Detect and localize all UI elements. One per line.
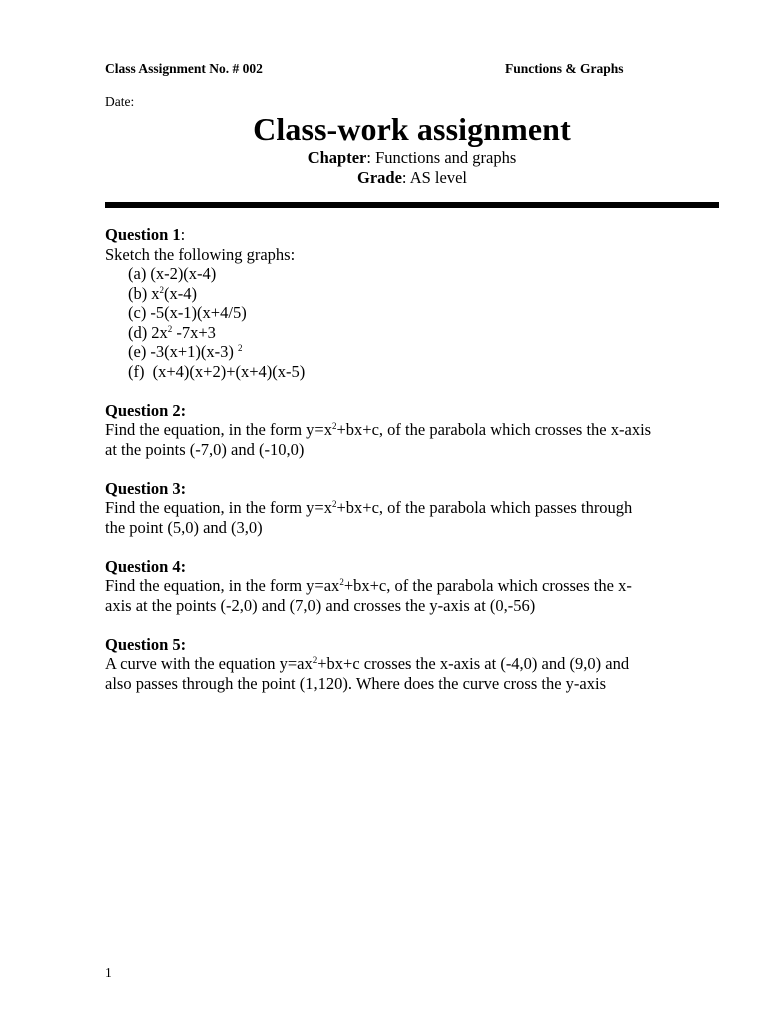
list-item [105,362,719,382]
header-assignment-number: Class Assignment No. # 002 [105,61,263,76]
question-2-text [105,420,719,459]
chapter-line [105,148,719,168]
question-1-colon: : [180,225,186,244]
spacer [105,459,719,479]
question-5-text-part: also passes through the point (1,120). Where does the curve cross the y-axis [105,673,606,693]
spacer [105,537,719,557]
question-2-text-part: at the points (-7,0) and (-10,0) [105,439,305,459]
spacer [105,615,719,635]
list-item [105,264,719,284]
question-4-heading: Question 4: [105,556,187,576]
item-expression-rest: -7x+3 [172,322,216,342]
question-2-text-part: +bx+c, of the parabola which crosses the x-axis [336,420,652,439]
date-label: Date: [105,94,135,109]
question-4-text [105,576,719,615]
list-item [105,303,719,323]
questions [105,225,719,693]
question-5-heading: Question 5: [105,634,187,654]
question-5-text [105,654,719,693]
question-3-heading: Question 3: [105,478,187,498]
grade-line [105,168,719,188]
item-label: (c) [128,303,147,322]
question-3-text-part: the point (5,0) and (3,0) [105,517,263,537]
item-expression: -5(x-1)(x+4/5) [150,303,247,322]
question-2-heading: Question 2: [105,400,187,420]
item-exponent: 2 [167,323,173,334]
question-5-text-part: +bx+c crosses the x-axis at (-4,0) and (9,0) and [317,654,630,673]
list-item [105,342,719,362]
item-expression: (x-2)(x-4) [150,264,217,283]
chapter-value: : Functions and graphs [366,148,517,167]
item-label: (f) [128,361,145,381]
item-exponent: 2 [159,284,164,295]
item-label: (a) [128,264,147,283]
title-block [105,110,719,188]
question-4-text-part: axis at the points (-2,0) and (7,0) and crosses the y-axis at (0,-56) [105,595,536,615]
item-expression: x [151,283,160,303]
item-expression: (x+4)(x+2)+(x+4)(x-5) [148,361,306,381]
question-3-text [105,498,719,537]
item-expression-rest: (x-4) [164,283,197,303]
question-3-text-part: Find the equation, in the form y=x [105,498,332,517]
question-3-exponent: 2 [331,499,337,509]
item-label: (b) [128,283,148,303]
question-3-text-part: +bx+c, of the parabola which passes through [336,498,633,517]
item-expression: -3(x+1)(x-3) [150,342,234,361]
chapter-label: Chapter [307,148,367,167]
item-label: (d) [128,322,148,342]
grade-label: Grade [356,168,402,187]
list-item [105,284,719,304]
page-number: 1 [105,965,112,980]
item-exponent: 2 [237,343,243,353]
question-4-exponent: 2 [339,577,344,587]
grade-value: : AS level [401,168,467,187]
item-label: (e) [128,342,147,361]
question-5-exponent: 2 [312,655,318,665]
question-1-list [105,264,719,381]
question-1-title: Question 1 [105,225,181,244]
item-expression: 2x [151,322,168,342]
question-2-text-part: Find the equation, in the form y=x [105,420,332,439]
header-topic: Functions & Graphs [505,61,624,76]
title-divider [105,202,719,208]
question-2-exponent: 2 [331,421,337,431]
question-4-text-part: +bx+c, of the parabola which crosses the x- [343,576,632,595]
question-4-text-part: Find the equation, in the form y=ax [105,576,340,595]
question-5-text-part: A curve with the equation y=ax [105,654,313,673]
question-1-heading [105,225,719,245]
list-item [105,323,719,343]
page-title: Class-work assignment [253,111,571,147]
spacer [105,381,719,401]
question-1-prompt: Sketch the following graphs: [105,244,296,264]
